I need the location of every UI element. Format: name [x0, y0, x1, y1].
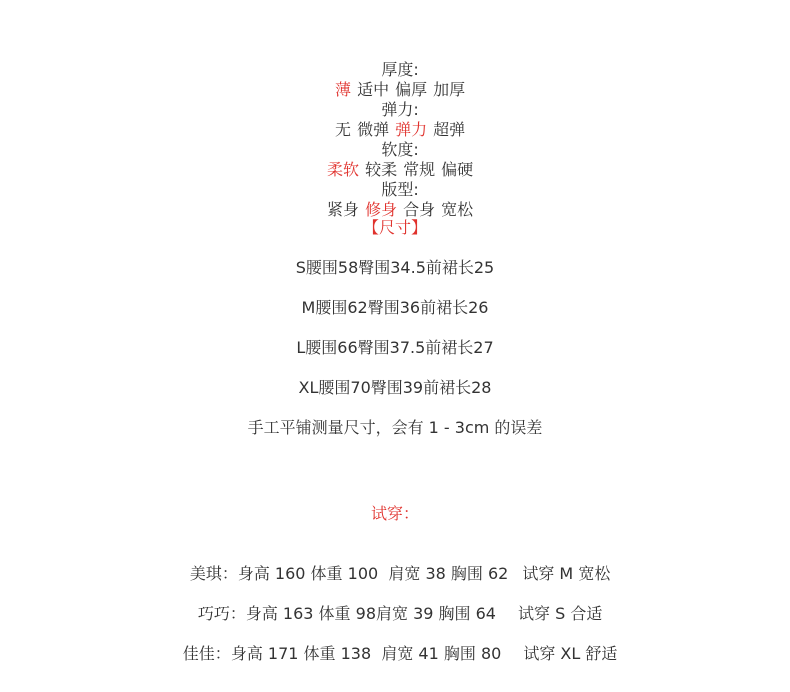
size-row: L腰围66臀围37.5前裙长27 [296, 338, 494, 357]
softness-label: 软度: [381, 140, 419, 159]
model-name: 美琪： [189, 564, 238, 583]
model-stats: 身高 163 体重 98肩宽 39 胸围 64 [245, 604, 496, 623]
tryon-row [0, 584, 790, 624]
tryon-row [0, 624, 790, 664]
measurement-note: 手工平铺测量尺寸，会有 1 - 3cm 的误差 [247, 418, 543, 437]
fit-row [0, 160, 790, 220]
model-stats: 身高 160 体重 100 肩宽 38 胸围 62 [237, 564, 509, 583]
fit-option: 合身 [403, 200, 436, 219]
elasticity-option: 超弹 [433, 120, 466, 139]
model-result: 试穿 S 合适 [517, 604, 603, 623]
thickness-option: 加厚 [433, 80, 466, 99]
size-row: M腰围62臀围36前裙长26 [301, 298, 489, 317]
size-section-title: 【尺寸】 [362, 218, 427, 237]
fit-option: 宽松 [441, 200, 474, 219]
fit-label: 版型: [381, 180, 419, 199]
softness-option: 较柔 [365, 160, 398, 179]
size-row: XL腰围70臀围39前裙长28 [298, 378, 492, 397]
thickness-option: 薄 [335, 80, 352, 99]
model-stats: 身高 171 体重 138 肩宽 41 胸围 80 [230, 644, 502, 663]
tryon-section-title: 试穿： [370, 504, 419, 523]
thickness-option: 适中 [357, 80, 390, 99]
softness-option: 柔软 [327, 160, 360, 179]
model-result: 试穿 M 宽松 [522, 564, 611, 583]
thickness-option: 偏厚 [395, 80, 428, 99]
fit-option: 修身 [365, 200, 398, 219]
model-result: 试穿 XL 舒适 [523, 644, 618, 663]
softness-option: 偏硬 [441, 160, 474, 179]
elasticity-option: 无 [335, 120, 352, 139]
model-name: 佳佳： [182, 644, 231, 663]
softness-option: 常规 [403, 160, 436, 179]
size-row: S腰围58臀围34.5前裙长25 [295, 258, 495, 277]
fit-option: 紧身 [327, 200, 360, 219]
model-name: 巧巧： [197, 604, 246, 623]
tryon-row [0, 544, 790, 584]
thickness-label: 厚度: [381, 60, 419, 79]
elasticity-label: 弹力: [381, 100, 419, 119]
elasticity-option: 弹力 [395, 120, 428, 139]
elasticity-option: 微弹 [357, 120, 390, 139]
